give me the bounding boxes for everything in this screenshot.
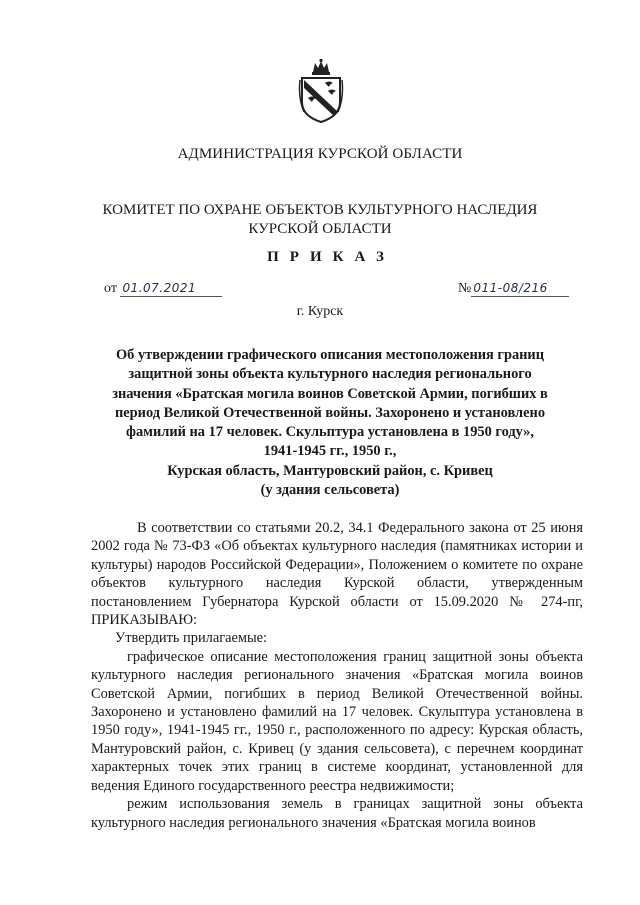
date-value: 01.07.2021 <box>120 281 222 297</box>
coat-of-arms-icon <box>298 58 344 124</box>
title-line: Курская область, Мантуровский район, с. Кривец <box>167 462 493 479</box>
committee-line-2: КУРСКОЙ ОБЛАСТИ <box>248 221 392 237</box>
order-number <box>458 281 569 297</box>
committee-heading <box>0 201 640 239</box>
title-line: период Великой Отечественной войны. Захоронено и установлено <box>114 404 546 421</box>
body-paragraph: графическое описание местоположения границ защитной зоны объекта культурного наследия регионального значения «Братская могила воинов Советской Армии, погибших в период Великой Отечественной войны. Захоронено и установлено фамилий на 17 человек. Скульптура установлена в 1950 году», 1941-1945 гг., 1950 г., расположенного по адресу: Курская область, Мантуровский район, с. Кривец (у здания сельсовета), с перечнем координат характерных точек этих границ в системе координат, установленной для ведения Единого государственного реестра недвижимости; <box>91 648 583 794</box>
order-title <box>90 346 570 500</box>
order-date <box>104 281 222 297</box>
order-body <box>91 519 583 832</box>
number-prefix: № <box>458 281 472 296</box>
title-line: (у здания сельсовета) <box>260 482 400 499</box>
city: г. Курск <box>296 304 344 319</box>
administration-heading: АДМИНИСТРАЦИЯ КУРСКОЙ ОБЛАСТИ <box>177 146 463 162</box>
body-paragraph: режим использования земель в границах защитной зоны объекта культурного наследия регионального значения «Братская могила воинов <box>91 796 583 831</box>
title-line: 1941-1945 гг., 1950 г., <box>263 443 397 460</box>
title-line: Об утверждении графического описания местоположения границ <box>115 347 545 363</box>
title-line: фамилий на 17 человек. Скульптура установлена в 1950 году», <box>126 424 534 441</box>
body-paragraph: Утвердить прилагаемые: <box>115 630 268 647</box>
document-type: ПРИКАЗ <box>267 249 395 265</box>
title-line: защитной зоны объекта культурного наследия регионального <box>128 366 532 383</box>
number-value: 011-08/216 <box>471 281 569 297</box>
committee-line-1: КОМИТЕТ ПО ОХРАНЕ ОБЪЕКТОВ КУЛЬТУРНОГО НАСЛЕДИЯ <box>102 202 538 218</box>
date-prefix: от <box>104 281 117 296</box>
body-paragraph: В соответствии со статьями 20.2, 34.1 Федерального закона от 25 июня 2002 года № 73-ФЗ «Об объектах культурного наследия (памятниках истории и культуры) народов Российской Федерации», Положением о комитете по охране объектов культурного наследия Курской области, утвержденным постановлением Губернатора Курской области от 15.09.2020 № 274-пг, ПРИКАЗЫВАЮ: <box>91 520 583 629</box>
title-line: значения «Братская могила воинов Советской Армии, погибших в <box>112 385 548 402</box>
